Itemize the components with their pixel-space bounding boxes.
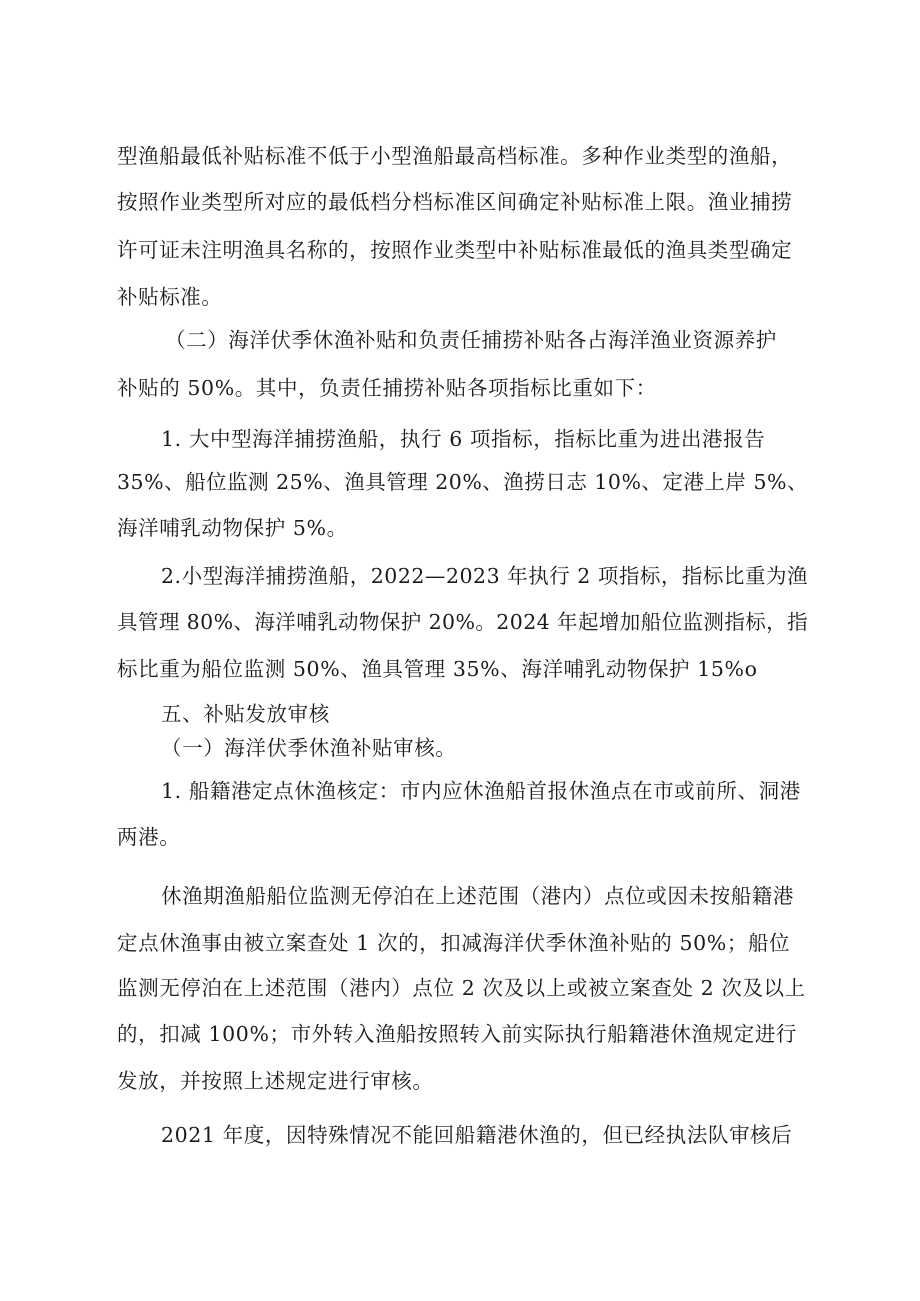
text-line: 的，扣减 100%；市外转入渔船按照转入前实际执行船籍港休渔规定进行: [117, 1022, 798, 1046]
subsection-heading: （一）海洋伏季休渔补贴审核。: [161, 736, 457, 760]
text-line: 1. 船籍港定点休渔核定：市内应休渔船首报休渔点在市或前所、洞港: [161, 779, 801, 803]
text-line: 发放，并按照上述规定进行审核。: [117, 1069, 434, 1093]
text-line: 型渔船最低补贴标准不低于小型渔船最高档标准。多种作业类型的渔船，: [117, 144, 793, 168]
text-line: 按照作业类型所对应的最低档分档标准区间确定补贴标准上限。渔业捕捞: [117, 190, 793, 214]
text-line: 许可证未注明渔具名称的，按照作业类型中补贴标准最低的渔具类型确定: [117, 238, 793, 262]
text-line: 补贴的 50%。其中，负责任捕捞补贴各项指标比重如下：: [117, 376, 657, 400]
text-line: 休渔期渔船船位监测无停泊在上述范围（港内）点位或因未按船籍港: [161, 884, 794, 908]
text-line: （二）海洋伏季休渔补贴和负责任捕捞补贴各占海洋渔业资源养护: [165, 328, 777, 352]
text-line: 标比重为船位监测 50%、渔具管理 35%、海洋哺乳动物保护 15%o: [117, 657, 758, 681]
section-heading: 五、补贴发放审核: [161, 702, 330, 726]
text-line: 1. 大中型海洋捕捞渔船，执行 6 项指标，指标比重为进出港报告: [161, 427, 766, 451]
text-line: 定点休渔事由被立案查处 1 次的，扣减海洋伏季休渔补贴的 50%；船位: [117, 931, 791, 955]
text-line: 补贴标准。: [117, 285, 223, 309]
text-line: 监测无停泊在上述范围（港内）点位 2 次及以上或被立案查处 2 次及以上: [117, 976, 806, 1000]
text-line: 2021 年度，因特殊情况不能回船籍港休渔的，但已经执法队审核后: [161, 1123, 793, 1147]
text-line: 海洋哺乳动物保护 5%。: [117, 516, 348, 540]
text-line: 两港。: [117, 825, 181, 849]
text-line: 具管理 80%、海洋哺乳动物保护 20%。2024 年起增加船位监测指标，指: [117, 610, 808, 634]
text-line: 35%、船位监测 25%、渔具管理 20%、渔捞日志 10%、定港上岸 5%、: [117, 470, 808, 494]
text-line: 2.小型海洋捕捞渔船，2022—2023 年执行 2 项指标，指标比重为渔: [161, 564, 808, 588]
